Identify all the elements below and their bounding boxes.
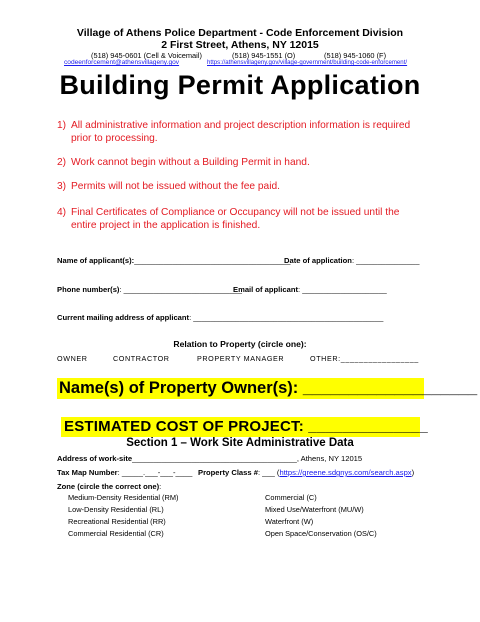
zone-option-rr[interactable]: Recreational Residential (RR)	[68, 517, 166, 526]
mailing-address-label: Current mailing address of applicant	[57, 313, 190, 322]
applicant-name-blank[interactable]: _____________________________________	[134, 256, 291, 265]
relation-heading: Relation to Property (circle one):	[173, 339, 307, 349]
email-link[interactable]: codeenforcement@athensvillageny.gov	[64, 59, 180, 66]
zone-option-c[interactable]: Commercial (C)	[265, 493, 317, 502]
relation-option-owner[interactable]: OWNER	[57, 354, 88, 363]
phone-label: Phone number(s)	[57, 285, 120, 294]
mailing-address-blank[interactable]: : _____________________________________________	[189, 313, 384, 322]
page-title: Building Permit Application	[59, 70, 421, 100]
requirement-number: 4)	[57, 207, 67, 218]
property-owner-field[interactable]: Name(s) of Property Owner(s): ___________________	[59, 379, 478, 397]
zone-option-osc[interactable]: Open Space/Conservation (OS/C)	[265, 529, 377, 538]
phone-office: (518) 945-1551 (O)	[232, 51, 296, 60]
zone-option-rm[interactable]: Medium-Density Residential (RM)	[68, 493, 179, 502]
email-field[interactable]	[233, 285, 387, 294]
relation-option-other[interactable]: OTHER:_________________	[310, 354, 419, 363]
work-site-blank[interactable]: _______________________________________, Athens, NY 12015	[132, 454, 363, 463]
property-class-link[interactable]: https://greene.sdgnys.com/search.aspx	[279, 468, 412, 477]
relation-option-property-manager[interactable]: PROPERTY MANAGER	[197, 354, 285, 363]
zone-heading	[57, 482, 161, 491]
org-name: Village of Athens Police Department - Code Enforcement Division	[76, 27, 404, 39]
website-link[interactable]: https://athensvillageny.gov/village-government/building-code-enforcement/	[207, 59, 408, 66]
requirement-number: 1)	[57, 120, 67, 131]
requirement-2	[57, 156, 427, 169]
requirement-number: 2)	[57, 157, 67, 168]
date-field[interactable]	[284, 256, 420, 265]
zone-colon: :	[159, 482, 162, 491]
work-site-label: Address of work-site	[57, 454, 133, 463]
phone-blank[interactable]: : ____________________________	[119, 285, 242, 294]
property-class-blank[interactable]: : ___ (	[257, 468, 280, 477]
email-blank[interactable]: : ____________________	[297, 285, 387, 294]
work-site-field[interactable]	[57, 454, 362, 463]
phone-cell: (518) 945-0601 (Cell & Voicemail)	[91, 51, 202, 60]
property-class-field[interactable]	[198, 468, 414, 477]
phone-field[interactable]	[57, 285, 242, 294]
section-1-title: Section 1 – Work Site Administrative Data	[126, 437, 354, 449]
zone-option-muw[interactable]: Mixed Use/Waterfront (MU/W)	[265, 505, 364, 514]
zone-option-rl[interactable]: Low-Density Residential (RL)	[68, 505, 164, 514]
zone-label: Zone (circle the correct one)	[57, 482, 160, 491]
date-blank[interactable]: : _______________	[351, 256, 420, 265]
email-label: Email of applicant	[233, 285, 298, 294]
requirement-text: Work cannot begin without a Building Permit in hand.	[71, 157, 310, 168]
zone-option-w[interactable]: Waterfront (W)	[265, 517, 314, 526]
requirement-text: Final Certificates of Compliance or Occupancy will not be issued until the entire project in the application is finished.	[71, 207, 400, 231]
phone-fax: (518) 945-1060 (F)	[324, 51, 387, 60]
applicant-name-label: Name of applicant(s):	[57, 256, 135, 265]
org-address: 2 First Street, Athens, NY 12015	[161, 39, 319, 51]
requirement-3	[57, 180, 427, 193]
mailing-address-field[interactable]	[57, 313, 383, 322]
date-label: Date of application	[284, 256, 352, 265]
requirement-text: Permits will not be issued without the fee paid.	[71, 181, 280, 192]
requirement-1	[57, 119, 427, 145]
applicant-name-field[interactable]	[57, 256, 290, 265]
tax-map-blank[interactable]: : _____.___-___-____	[117, 468, 193, 477]
tax-map-field[interactable]	[57, 468, 192, 477]
property-class-close: )	[411, 468, 415, 477]
relation-option-contractor[interactable]: CONTRACTOR	[113, 354, 170, 363]
estimated-cost-field[interactable]: ESTIMATED COST OF PROJECT: ______________	[61, 417, 420, 437]
requirement-number: 3)	[57, 181, 67, 192]
zone-option-cr[interactable]: Commercial Residential (CR)	[68, 529, 164, 538]
property-class-label: Property Class #	[198, 468, 258, 477]
requirement-text: All administrative information and project description information is required prior to processing.	[71, 120, 411, 144]
requirement-4	[57, 206, 427, 232]
tax-map-label: Tax Map Number	[57, 468, 118, 477]
